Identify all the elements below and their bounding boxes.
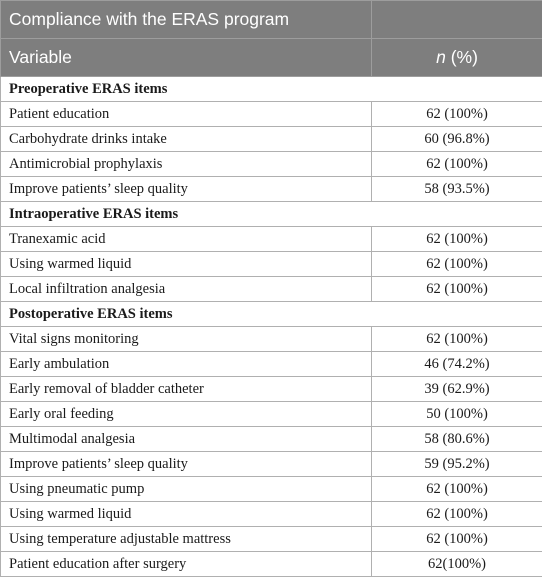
item-name-cell: Vital signs monitoring (1, 327, 372, 352)
table-row (1, 527, 542, 552)
item-value-cell: 50 (100%) (372, 402, 542, 427)
column-header-n-percent (372, 39, 542, 77)
table-row (1, 452, 542, 477)
column-header-n: n (436, 47, 446, 67)
item-value-cell: 62 (100%) (372, 102, 542, 127)
table-title: Compliance with the ERAS program (1, 1, 372, 39)
item-value-cell: 62 (100%) (372, 477, 542, 502)
column-header-variable: Variable (1, 39, 372, 77)
table-title-blank-cell (372, 1, 542, 39)
table-row (1, 402, 542, 427)
item-name-cell: Using warmed liquid (1, 502, 372, 527)
item-name-cell: Using warmed liquid (1, 252, 372, 277)
column-header-percent: (%) (446, 47, 478, 67)
item-name-cell: Early ambulation (1, 352, 372, 377)
table-row (1, 177, 542, 202)
item-name-cell: Patient education (1, 102, 372, 127)
table-row (1, 502, 542, 527)
section-header-row (1, 77, 542, 102)
table-row (1, 227, 542, 252)
item-name-cell: Improve patients’ sleep quality (1, 452, 372, 477)
item-value-cell: 62(100%) (372, 552, 542, 577)
item-name-cell: Tranexamic acid (1, 227, 372, 252)
table-row (1, 427, 542, 452)
item-value-cell: 62 (100%) (372, 327, 542, 352)
item-value-cell: 58 (93.5%) (372, 177, 542, 202)
table-row (1, 277, 542, 302)
section-heading: Preoperative ERAS items (1, 77, 542, 102)
table-row (1, 327, 542, 352)
item-value-cell: 62 (100%) (372, 152, 542, 177)
item-value-cell: 46 (74.2%) (372, 352, 542, 377)
item-name-cell: Local infiltration analgesia (1, 277, 372, 302)
section-heading: Postoperative ERAS items (1, 302, 542, 327)
item-name-cell: Early removal of bladder catheter (1, 377, 372, 402)
item-name-cell: Antimicrobial prophylaxis (1, 152, 372, 177)
table-title-row (1, 1, 542, 39)
item-name-cell: Early oral feeding (1, 402, 372, 427)
item-name-cell: Using temperature adjustable mattress (1, 527, 372, 552)
column-header-row (1, 39, 542, 77)
item-name-cell: Multimodal analgesia (1, 427, 372, 452)
item-value-cell: 58 (80.6%) (372, 427, 542, 452)
section-heading: Intraoperative ERAS items (1, 202, 542, 227)
table-row (1, 152, 542, 177)
table-body (1, 77, 542, 577)
table-row (1, 352, 542, 377)
table-row (1, 102, 542, 127)
section-header-row (1, 302, 542, 327)
item-name-cell: Using pneumatic pump (1, 477, 372, 502)
item-value-cell: 39 (62.9%) (372, 377, 542, 402)
item-value-cell: 62 (100%) (372, 252, 542, 277)
item-value-cell: 62 (100%) (372, 227, 542, 252)
table-row (1, 477, 542, 502)
table-row (1, 377, 542, 402)
item-value-cell: 59 (95.2%) (372, 452, 542, 477)
item-name-cell: Carbohydrate drinks intake (1, 127, 372, 152)
table-row (1, 252, 542, 277)
table-row (1, 127, 542, 152)
item-value-cell: 62 (100%) (372, 502, 542, 527)
item-value-cell: 62 (100%) (372, 277, 542, 302)
item-name-cell: Improve patients’ sleep quality (1, 177, 372, 202)
item-name-cell: Patient education after surgery (1, 552, 372, 577)
section-header-row (1, 202, 542, 227)
item-value-cell: 62 (100%) (372, 527, 542, 552)
item-value-cell: 60 (96.8%) (372, 127, 542, 152)
